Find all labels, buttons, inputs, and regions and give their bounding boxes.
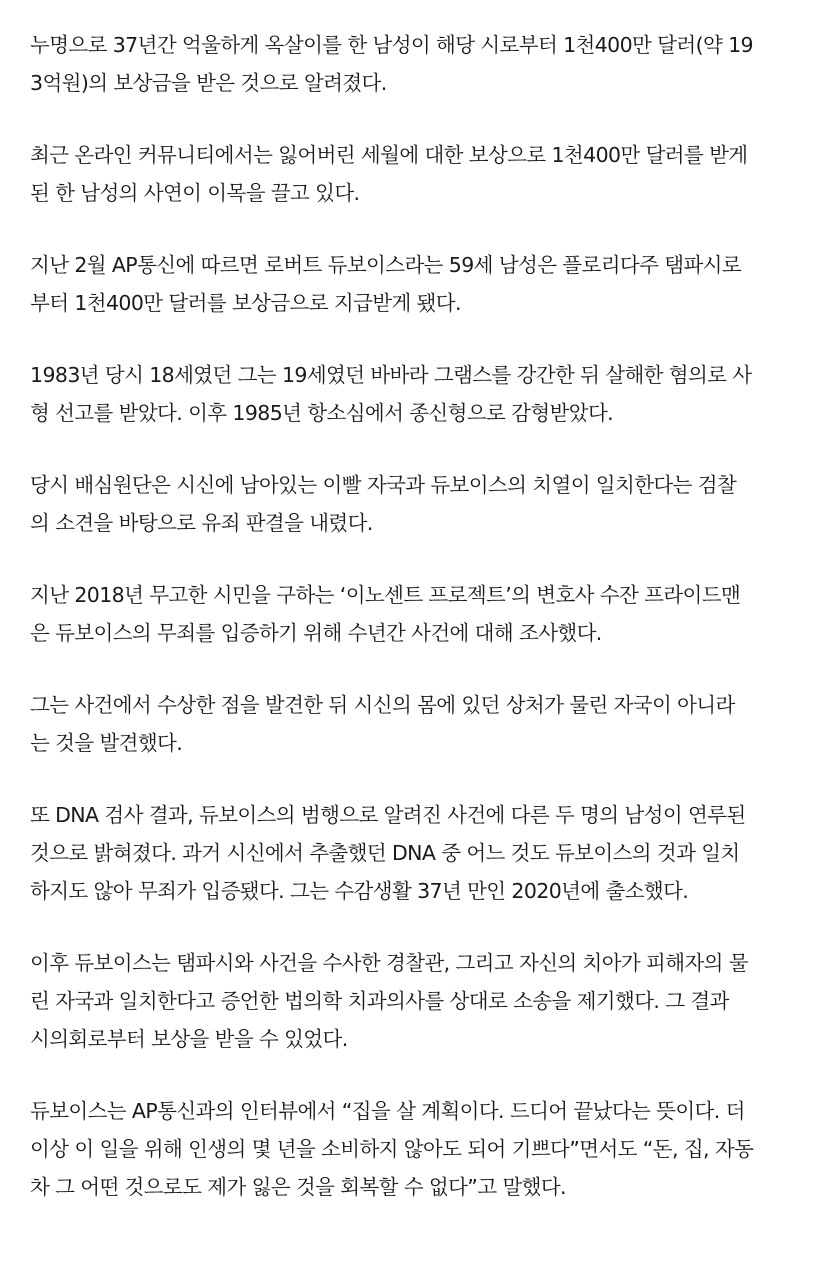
text-line: 당시 배심원단은 시신에 남아있는 이빨 자국과 듀보이스의 치열이 일치한다는 검찰 bbox=[30, 473, 737, 497]
paragraph-7 bbox=[30, 686, 796, 762]
text-line: 하지도 않아 무죄가 입증됐다. 그는 수감생활 37년 만인 2020년에 출소했다. bbox=[30, 879, 689, 903]
paragraph-8 bbox=[30, 796, 796, 910]
text-line: 그는 사건에서 수상한 점을 발견한 뒤 시신의 몸에 있던 상처가 물린 자국이 아니라 bbox=[30, 693, 735, 717]
text-line: 린 자국과 일치한다고 증언한 법의학 치과의사를 상대로 소송을 제기했다. 그 결과 bbox=[30, 989, 729, 1013]
text-line: 1983년 당시 18세였던 그는 19세였던 바바라 그램스를 강간한 뒤 살해한 혐의로 사 bbox=[30, 363, 752, 387]
paragraph-4 bbox=[30, 356, 796, 432]
paragraph-10 bbox=[30, 1092, 796, 1206]
text-line: 누명으로 37년간 억울하게 옥살이를 한 남성이 해당 시로부터 1천400만 달러(약 19 bbox=[30, 33, 753, 57]
paragraph-2 bbox=[30, 136, 796, 212]
text-line: 또 DNA 검사 결과, 듀보이스의 범행으로 알려진 사건에 다른 두 명의 남성이 연루된 bbox=[30, 803, 746, 827]
text-line: 차 그 어떤 것으로도 제가 잃은 것을 회복할 수 없다”고 말했다. bbox=[30, 1175, 566, 1199]
paragraph-6 bbox=[30, 576, 796, 652]
text-line: 형 선고를 받았다. 이후 1985년 항소심에서 종신형으로 감형받았다. bbox=[30, 401, 614, 425]
text-line: 것으로 밝혀졌다. 과거 시신에서 추출했던 DNA 중 어느 것도 듀보이스의 것과 일치 bbox=[30, 841, 740, 865]
text-line: 지난 2월 AP통신에 따르면 로버트 듀보이스라는 59세 남성은 플로리다주 탬파시로 bbox=[30, 253, 742, 277]
text-line: 최근 온라인 커뮤니티에서는 잃어버린 세월에 대한 보상으로 1천400만 달러를 받게 bbox=[30, 143, 748, 167]
text-line: 부터 1천400만 달러를 보상금으로 지급받게 됐다. bbox=[30, 291, 461, 315]
text-line: 지난 2018년 무고한 시민을 구하는 ‘이노센트 프로젝트’의 변호사 수잔 프라이드맨 bbox=[30, 583, 741, 607]
text-line: 시의회로부터 보상을 받을 수 있었다. bbox=[30, 1027, 348, 1051]
text-line: 은 듀보이스의 무죄를 입증하기 위해 수년간 사건에 대해 조사했다. bbox=[30, 621, 602, 645]
paragraph-3 bbox=[30, 246, 796, 322]
paragraph-5 bbox=[30, 466, 796, 542]
paragraph-9 bbox=[30, 944, 796, 1058]
text-line: 이후 듀보이스는 탬파시와 사건을 수사한 경찰관, 그리고 자신의 치아가 피해자의 물 bbox=[30, 951, 748, 975]
text-line: 3억원)의 보상금을 받은 것으로 알려졌다. bbox=[30, 71, 387, 95]
text-line: 듀보이스는 AP통신과의 인터뷰에서 “집을 살 계획이다. 드디어 끝났다는 뜻이다. 더 bbox=[30, 1099, 745, 1123]
paragraph-1 bbox=[30, 26, 796, 102]
text-line: 이상 이 일을 위해 인생의 몇 년을 소비하지 않아도 되어 기쁘다”면서도 “돈, 집, 자동 bbox=[30, 1137, 754, 1161]
text-line: 의 소견을 바탕으로 유죄 판결을 내렸다. bbox=[30, 511, 373, 535]
text-line: 된 한 남성의 사연이 이목을 끌고 있다. bbox=[30, 181, 360, 205]
text-line: 는 것을 발견했다. bbox=[30, 731, 183, 755]
